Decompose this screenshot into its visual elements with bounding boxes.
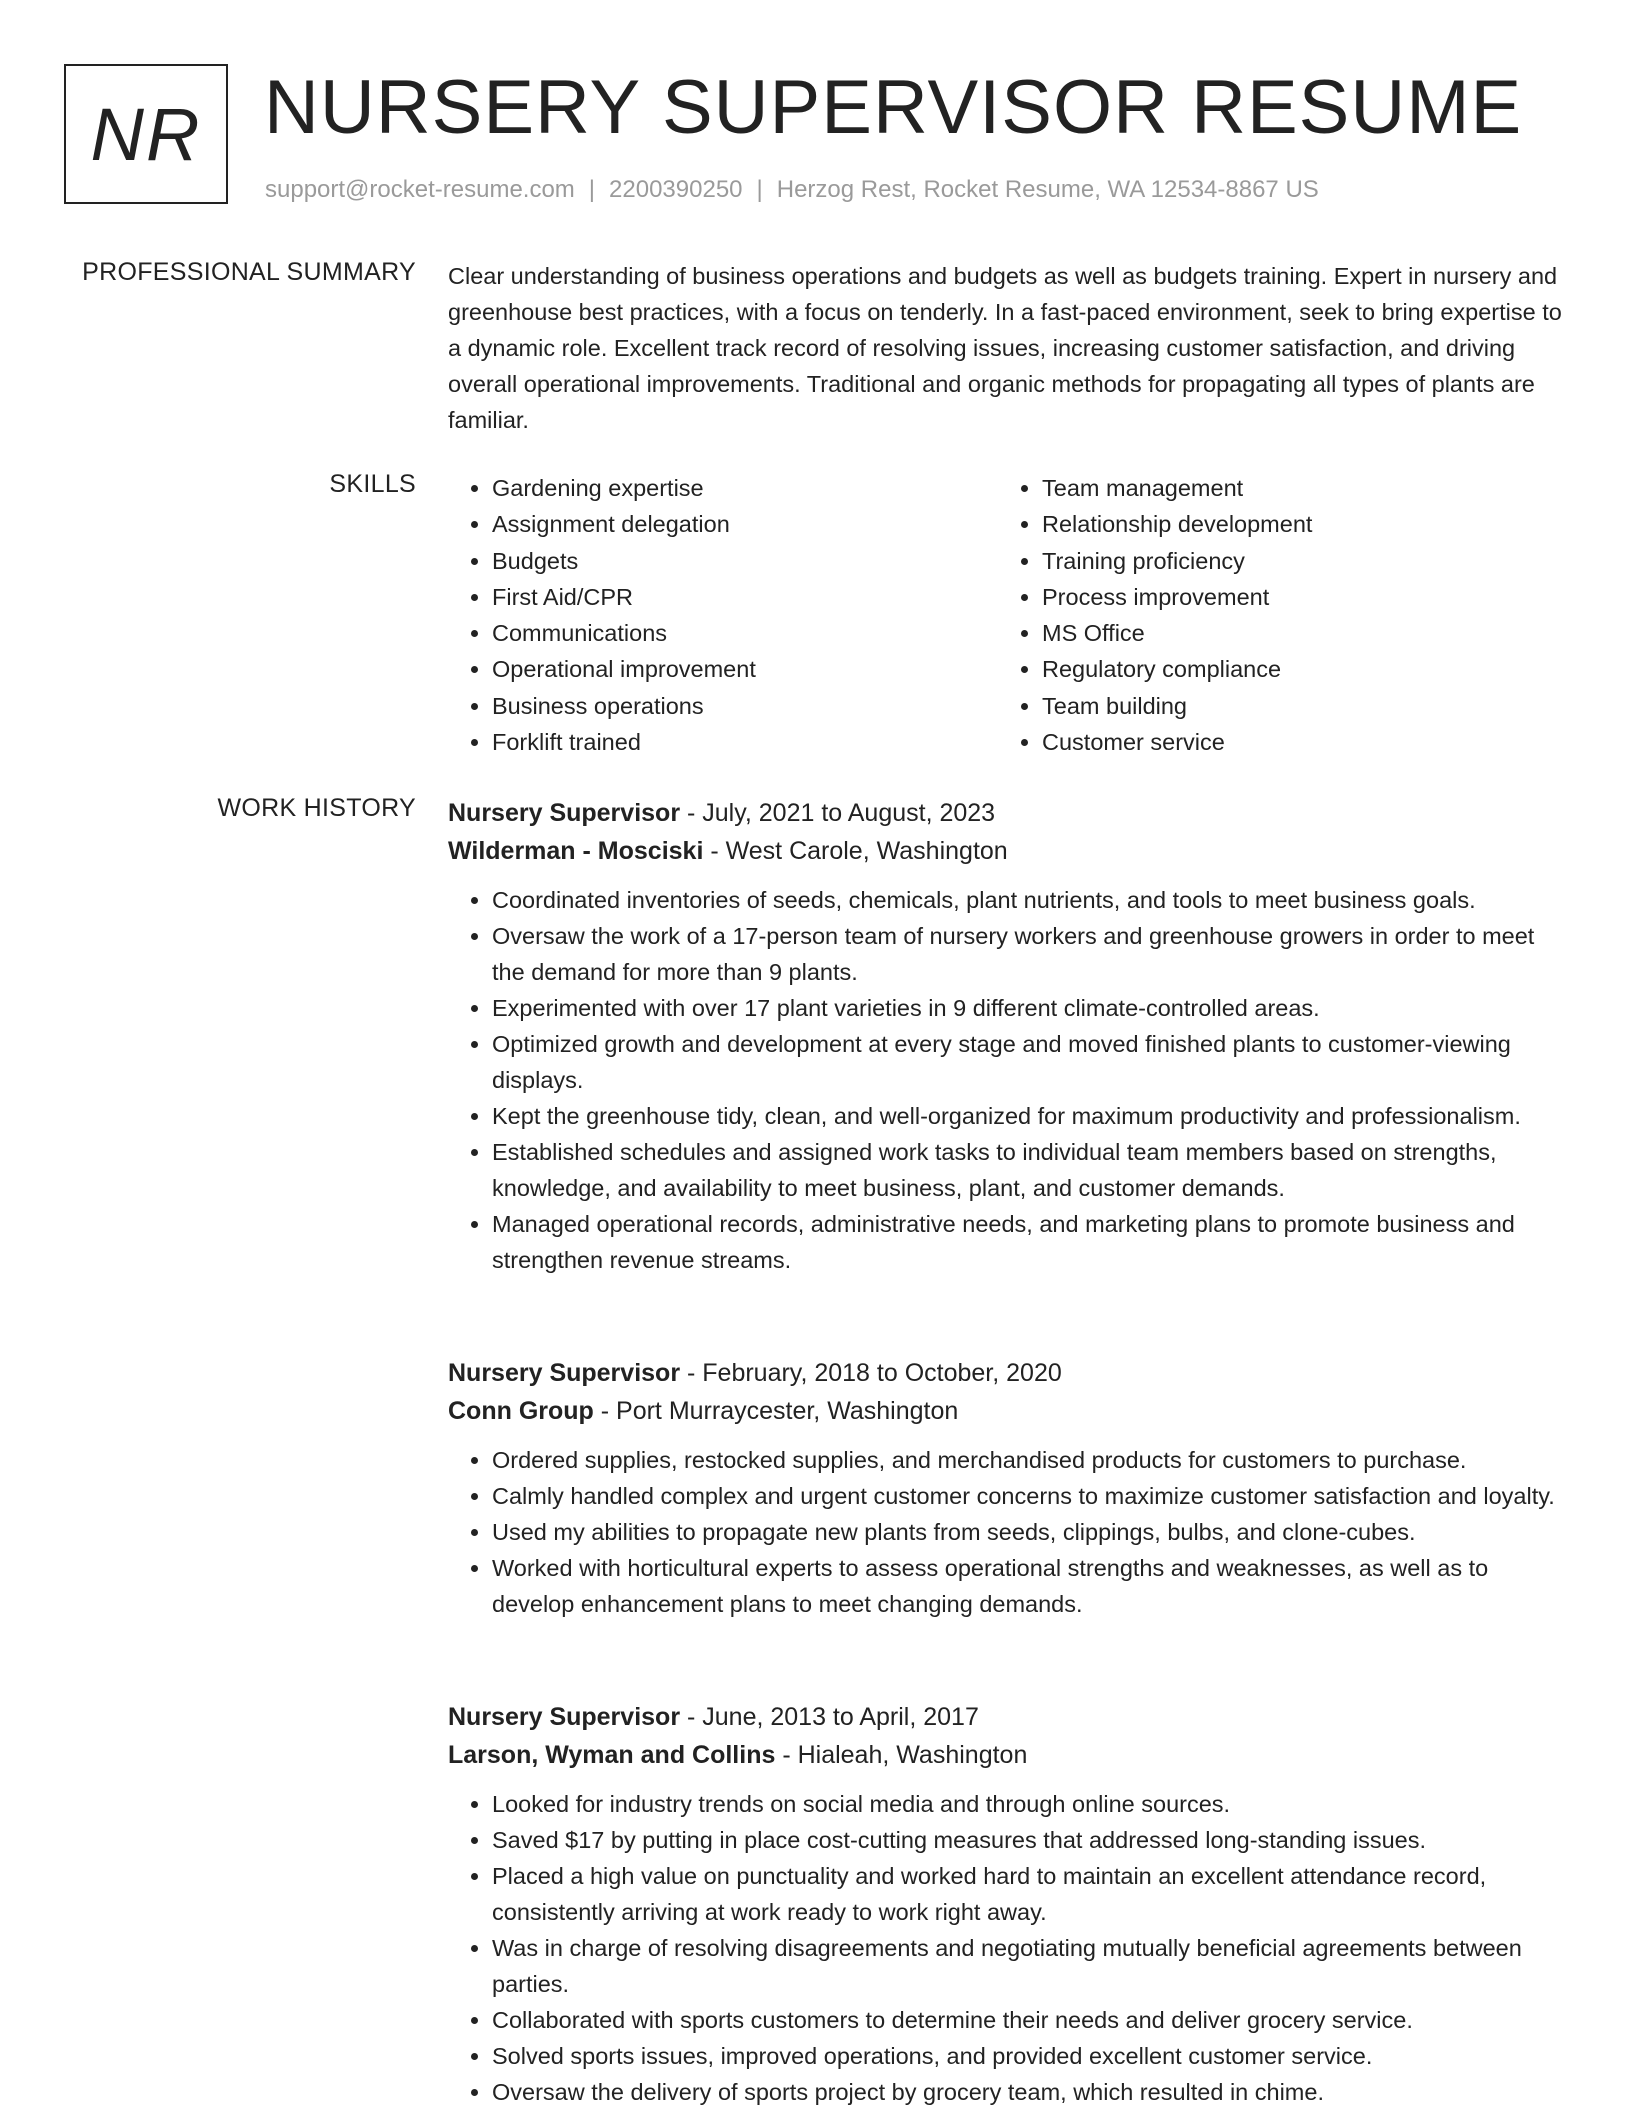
job-bullet: • Oversaw the work of a 17-person team of nursery workers and greenhouse growers in order to meet the demand for more than 9 plants. bbox=[492, 918, 1568, 990]
job-title-line bbox=[448, 1354, 1568, 1392]
skill-item: • Operational improvement bbox=[492, 651, 988, 687]
job-title: Nursery Supervisor bbox=[448, 1703, 681, 1731]
job-bullets bbox=[448, 1442, 1568, 1622]
job-bullet: • Solved sports issues, improved operations, and provided excellent customer service. bbox=[492, 2038, 1568, 2074]
job-dates: - February, 2018 to October, 2020 bbox=[680, 1359, 1062, 1387]
job-bullet: • Used my abilities to propagate new plants from seeds, clippings, bulbs, and clone-cubes. bbox=[492, 1514, 1568, 1550]
skill-item: • Training proficiency bbox=[1042, 543, 1538, 579]
skill-item: • Team management bbox=[1042, 470, 1538, 506]
skill-item: • Budgets bbox=[492, 543, 988, 579]
contact-phone[interactable]: 2200390250 bbox=[609, 176, 743, 203]
section-work-history bbox=[64, 794, 1568, 2112]
job-bullet: • Ordered supplies, restocked supplies, and merchandised products for customers to purchase. bbox=[492, 1442, 1568, 1478]
job-title-line bbox=[448, 1698, 1568, 1736]
job-title: Nursery Supervisor bbox=[448, 799, 681, 827]
job-bullet: • Saved $17 by putting in place cost-cutting measures that addressed long-standing issues. bbox=[492, 1822, 1568, 1858]
resume-title: NURSERY SUPERVISOR RESUME bbox=[264, 65, 1523, 150]
summary-text-block bbox=[448, 258, 1568, 438]
job-company-line bbox=[448, 1736, 1568, 1774]
skill-item: • Assignment delegation bbox=[492, 506, 988, 542]
job-entry bbox=[448, 1354, 1568, 1622]
skill-item: • Customer service bbox=[1042, 724, 1538, 760]
job-bullet: • Coordinated inventories of seeds, chemicals, plant nutrients, and tools to meet business goals. bbox=[492, 882, 1568, 918]
contact-separator: | bbox=[756, 176, 763, 203]
job-bullet: • Optimized growth and development at every stage and moved finished plants to customer-viewing displays. bbox=[492, 1026, 1568, 1098]
job-dates: - July, 2021 to August, 2023 bbox=[680, 799, 996, 827]
job-location: - West Carole, Washington bbox=[703, 837, 1008, 865]
job-company-line bbox=[448, 1392, 1568, 1430]
job-bullet: • Collaborated with sports customers to determine their needs and deliver grocery service. bbox=[492, 2002, 1568, 2038]
section-label: WORK HISTORY bbox=[217, 794, 416, 822]
job-location: - Port Murraycester, Washington bbox=[593, 1397, 959, 1425]
job-company: Conn Group bbox=[448, 1397, 594, 1425]
job-company: Wilderman - Mosciski bbox=[448, 837, 704, 865]
section-label: SKILLS bbox=[329, 470, 416, 498]
contact-line bbox=[265, 176, 1319, 204]
skills-column-right bbox=[998, 470, 1538, 760]
contact-separator: | bbox=[588, 176, 596, 203]
job-company: Larson, Wyman and Collins bbox=[448, 1741, 776, 1769]
job-bullet: • Established schedules and assigned work tasks to individual team members based on strengths, knowledge, and availability to meet business, plant, and customer demands. bbox=[492, 1134, 1568, 1206]
summary-text: Clear understanding of business operations and budgets as well as budgets training. Expert in nursery and greenhouse best practices, with a focus on tenderly. In a fast-paced environment, seek to bring expertise to a dynamic role. Excellent track record of resolving issues, increasing customer satisfaction, and driving overall operational improvements. Traditional and organic methods for propagating all types of plants are familiar. bbox=[448, 263, 1562, 433]
job-bullet: • Worked with horticultural experts to assess operational strengths and weaknesses, as well as to develop enhancement plans to meet changing demands. bbox=[492, 1550, 1568, 1622]
job-bullet: • Experimented with over 17 plant varieties in 9 different climate-controlled areas. bbox=[492, 990, 1568, 1026]
skill-item: • Business operations bbox=[492, 688, 988, 724]
section-label: PROFESSIONAL SUMMARY bbox=[82, 258, 416, 286]
job-entry bbox=[448, 1698, 1568, 2110]
skill-item: • Process improvement bbox=[1042, 579, 1538, 615]
monogram-badge: NR bbox=[64, 64, 228, 204]
section-skills bbox=[64, 470, 1568, 770]
contact-address: Herzog Rest, Rocket Resume, WA 12534-8867 US bbox=[776, 176, 1319, 203]
skill-item: • First Aid/CPR bbox=[492, 579, 988, 615]
job-dates: - June, 2013 to April, 2017 bbox=[680, 1703, 979, 1731]
job-bullet: • Managed operational records, administrative needs, and marketing plans to promote business and strengthen revenue streams. bbox=[492, 1206, 1568, 1278]
job-bullet: • Calmly handled complex and urgent customer concerns to maximize customer satisfaction and loyalty. bbox=[492, 1478, 1568, 1514]
job-bullets bbox=[448, 882, 1568, 1278]
job-location: - Hialeah, Washington bbox=[775, 1741, 1028, 1769]
job-company-line bbox=[448, 832, 1568, 870]
skill-item: • Team building bbox=[1042, 688, 1538, 724]
skill-item: • Communications bbox=[492, 615, 988, 651]
job-bullet: • Looked for industry trends on social media and through online sources. bbox=[492, 1786, 1568, 1822]
job-bullet: • Oversaw the delivery of sports project by grocery team, which resulted in chime. bbox=[492, 2074, 1568, 2110]
skill-item: • Regulatory compliance bbox=[1042, 651, 1538, 687]
skill-item: • Relationship development bbox=[1042, 506, 1538, 542]
resume-header bbox=[64, 64, 1568, 214]
section-professional-summary bbox=[64, 258, 1568, 438]
skills-column-left bbox=[448, 470, 988, 760]
job-title-line bbox=[448, 794, 1568, 832]
skill-item: • Gardening expertise bbox=[492, 470, 988, 506]
job-bullet: • Placed a high value on punctuality and worked hard to maintain an excellent attendance record, consistently arriving at work ready to work right away. bbox=[492, 1858, 1568, 1930]
contact-email[interactable]: support@rocket-resume.com bbox=[265, 176, 575, 203]
job-bullet: • Kept the greenhouse tidy, clean, and well-organized for maximum productivity and professionalism. bbox=[492, 1098, 1568, 1134]
skill-item: • Forklift trained bbox=[492, 724, 988, 760]
job-bullets bbox=[448, 1786, 1568, 2110]
job-bullet: • Was in charge of resolving disagreements and negotiating mutually beneficial agreements between parties. bbox=[492, 1930, 1568, 2002]
job-title: Nursery Supervisor bbox=[448, 1359, 681, 1387]
job-entry bbox=[448, 794, 1568, 1278]
skill-item: • MS Office bbox=[1042, 615, 1538, 651]
